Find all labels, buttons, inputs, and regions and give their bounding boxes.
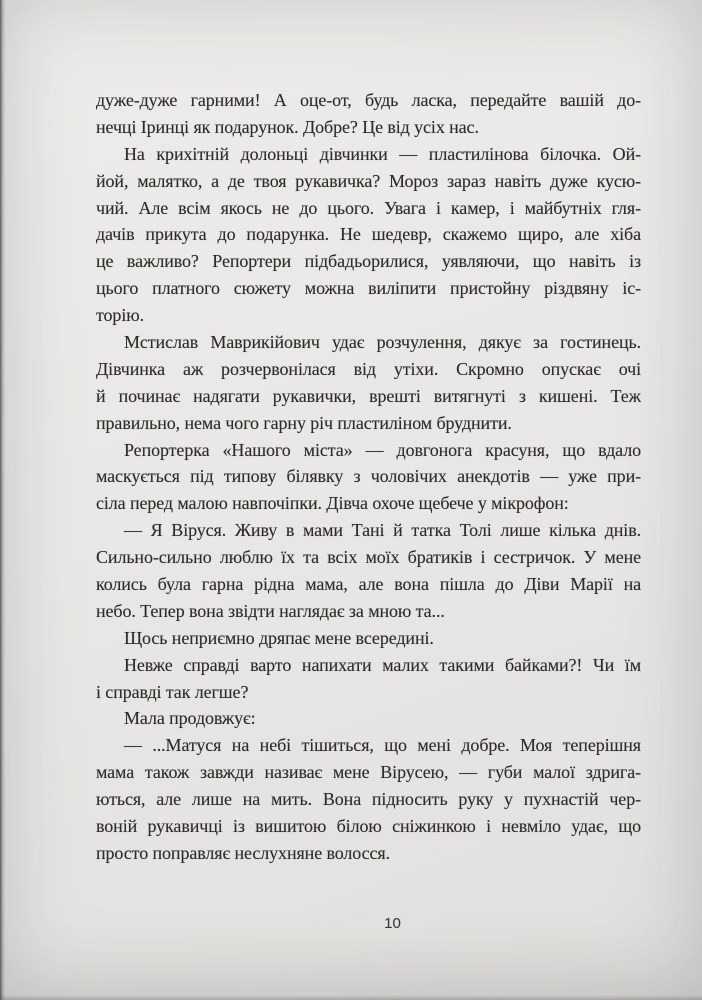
text-line: цього платного сюжету можна виліпити пристойну різдвяну іс- [96, 278, 641, 299]
text-line: Сильно-сильно люблю їх та всіх моїх братиків і сестричок. У мене [96, 547, 641, 568]
paragraph [96, 437, 641, 518]
text-line: мама також завжди називає мене Вірусею, — губи малої здрига- [96, 762, 641, 783]
paragraph [96, 517, 641, 625]
text-line: — ...Матуся на небі тішиться, що мені добре. Моя теперішня [124, 735, 641, 756]
page-text-block [96, 87, 641, 867]
page-number: 10 [384, 915, 401, 932]
text-line: Щось неприємно дряпає мене всередині. [124, 627, 434, 648]
text-line: торію. [96, 305, 144, 326]
text-line: й починає надягати рукавички, врешті витягнуті з кишені. Теж [96, 385, 641, 406]
text-line: небо. Тепер вона звідти наглядає за мною та... [96, 600, 445, 621]
paragraph [96, 732, 641, 866]
text-line: На крихітній долоньці дівчинки — пластилінова білочка. Ой- [124, 143, 641, 164]
text-line: правильно, нема чого гарну річ пластиліном бруднити. [96, 412, 512, 433]
paragraph [96, 705, 641, 732]
text-line: Мстислав Маврикійович удає розчулення, дякує за гостинець. [124, 332, 641, 353]
scan-left-edge [0, 0, 6, 1000]
text-line: маскується під типову білявку з чоловічих анекдотів — уже при- [96, 466, 641, 487]
text-line: Дівчинка аж розчервонілася від утіхи. Скромно опускає очі [96, 358, 641, 379]
text-line: дуже-дуже гарними! А оце-от, будь ласка, передайте вашій до- [96, 90, 641, 110]
paragraph [96, 329, 641, 437]
text-line: колись була гарна рідна мама, але вона пішла до Діви Марії на [96, 574, 641, 595]
paragraph [96, 87, 641, 141]
text-line: чий. Але всім якось не до цього. Увага і камер, і майбутніх гля- [96, 197, 641, 218]
text-line: Репортерка «Нашого міста» — довгонога красуня, що вдало [124, 439, 641, 460]
paragraph [96, 652, 641, 706]
text-line: сіла перед малою навпочіпки. Дівча охоче щебече у мікрофон: [96, 493, 569, 514]
text-line: йой, малятко, а де твоя рукавичка? Мороз зараз навіть дуже кусю- [96, 170, 641, 191]
text-line: ються, але лише на мить. Вона підносить руку у пухнастій чер- [96, 789, 641, 810]
text-line: — Я Віруся. Живу в мами Тані й татка Толі лише кілька днів. [124, 520, 641, 541]
text-line: це важливо? Репортери підбадьорилися, уявляючи, що навіть із [96, 251, 641, 272]
text-line: Невже справді варто напихати малих такими байками?! Чи їм [124, 654, 641, 675]
scan-bottom-edge [0, 995, 702, 1000]
text-line: воній рукавичці із вишитою білою сніжинкою і невміло удає, що [96, 816, 641, 837]
paragraph [96, 625, 641, 652]
text-line: нечці Іринці як подарунок. Добре? Це від усіх нас. [96, 116, 479, 137]
text-line: Мала продовжує: [124, 708, 256, 729]
text-line: просто поправляє неслухняне волосся. [96, 842, 391, 863]
text-line: дачів прикута до подарунка. Не шедевр, скажемо щиро, але хіба [96, 224, 641, 245]
text-line: і справді так легше? [96, 681, 249, 702]
paragraph [96, 141, 641, 329]
